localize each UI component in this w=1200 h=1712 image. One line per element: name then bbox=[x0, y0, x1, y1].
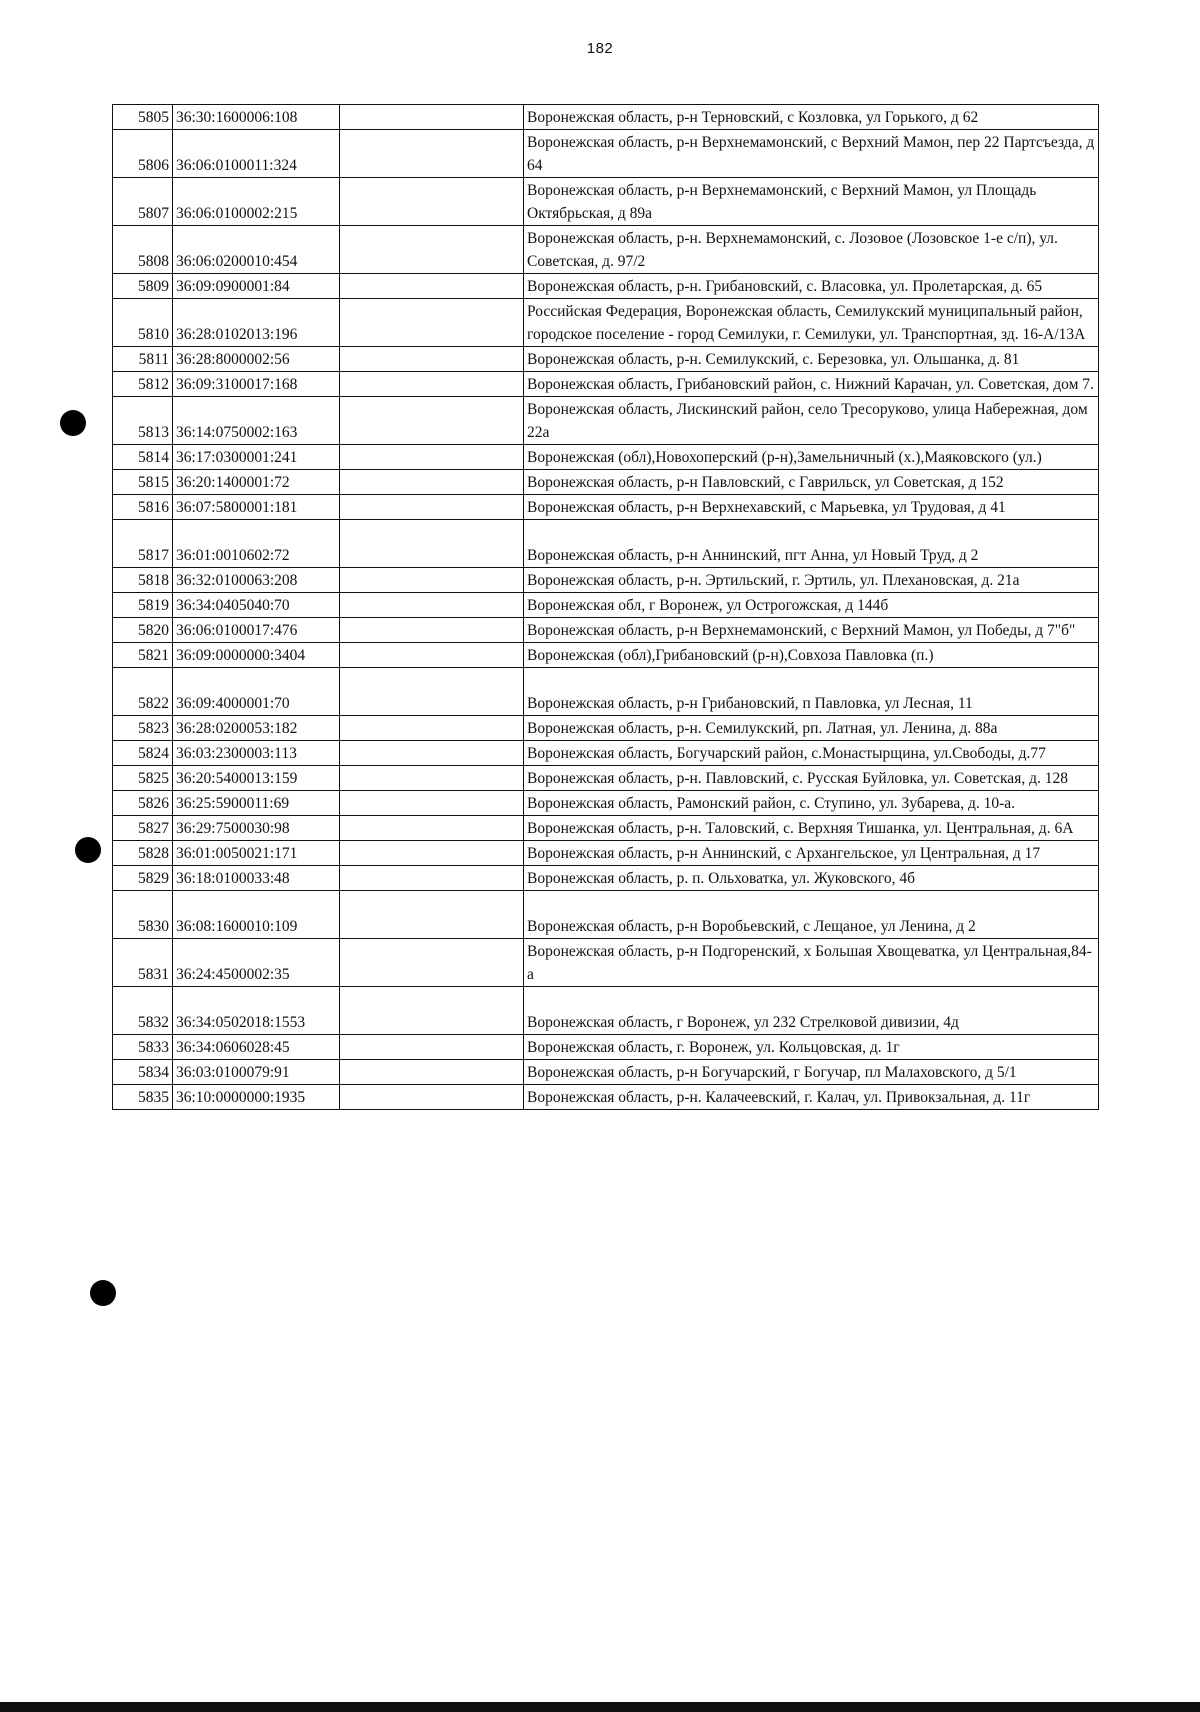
row-number-cell: 5833 bbox=[113, 1035, 173, 1060]
cadastral-number-cell: 36:06:0200010:454 bbox=[173, 226, 340, 274]
row-number-cell: 5812 bbox=[113, 372, 173, 397]
row-number-cell: 5823 bbox=[113, 716, 173, 741]
address-cell: Воронежская область, Рамонский район, с. Ступино, ул. Зубарева, д. 10-а. bbox=[524, 791, 1099, 816]
row-number-cell: 5829 bbox=[113, 866, 173, 891]
cadastral-number-cell: 36:09:0000000:3404 bbox=[173, 643, 340, 668]
address-cell: Воронежская область, Лискинский район, село Тресоруково, улица Набережная, дом 22а bbox=[524, 397, 1099, 445]
page-number: 182 bbox=[586, 40, 614, 57]
cadastral-number-cell: 36:06:0100011:324 bbox=[173, 130, 340, 178]
empty-cell bbox=[340, 470, 524, 495]
address-cell: Воронежская область, р-н Аннинский, с Архангельское, ул Центральная, д 17 bbox=[524, 841, 1099, 866]
address-cell: Воронежская (обл),Новохоперский (р-н),Замельничный (х.),Маяковского (ул.) bbox=[524, 445, 1099, 470]
address-cell: Воронежская область, Богучарский район, с.Монастырщина, ул.Свободы, д.77 bbox=[524, 741, 1099, 766]
cadastral-number-cell: 36:10:0000000:1935 bbox=[173, 1085, 340, 1110]
cadastral-number-cell: 36:18:0100033:48 bbox=[173, 866, 340, 891]
cadastral-number-cell: 36:30:1600006:108 bbox=[173, 105, 340, 130]
row-number-cell: 5830 bbox=[113, 891, 173, 939]
scan-edge-bar bbox=[0, 1702, 1200, 1712]
cadastral-number-cell: 36:32:0100063:208 bbox=[173, 568, 340, 593]
table-row bbox=[113, 495, 1099, 520]
row-number-cell: 5815 bbox=[113, 470, 173, 495]
row-number-cell: 5827 bbox=[113, 816, 173, 841]
row-number-cell: 5835 bbox=[113, 1085, 173, 1110]
table-row bbox=[113, 274, 1099, 299]
empty-cell bbox=[340, 987, 524, 1035]
table-row bbox=[113, 1035, 1099, 1060]
row-number-cell: 5819 bbox=[113, 593, 173, 618]
row-number-cell: 5817 bbox=[113, 520, 173, 568]
row-number-cell: 5826 bbox=[113, 791, 173, 816]
empty-cell bbox=[340, 841, 524, 866]
row-number-cell: 5813 bbox=[113, 397, 173, 445]
table-row bbox=[113, 791, 1099, 816]
address-cell: Воронежская область, р-н Аннинский, пгт Анна, ул Новый Труд, д 2 bbox=[524, 520, 1099, 568]
table-row bbox=[113, 105, 1099, 130]
address-cell: Воронежская область, Грибановский район, с. Нижний Карачан, ул. Советская, дом 7. bbox=[524, 372, 1099, 397]
cadastral-number-cell: 36:25:5900011:69 bbox=[173, 791, 340, 816]
row-number-cell: 5816 bbox=[113, 495, 173, 520]
empty-cell bbox=[340, 593, 524, 618]
row-number-cell: 5828 bbox=[113, 841, 173, 866]
address-cell: Воронежская область, р-н Павловский, с Гаврильск, ул Советская, д 152 bbox=[524, 470, 1099, 495]
address-cell: Воронежская область, р-н Богучарский, г Богучар, пл Малаховского, д 5/1 bbox=[524, 1060, 1099, 1085]
empty-cell bbox=[340, 1085, 524, 1110]
empty-cell bbox=[340, 668, 524, 716]
table-row bbox=[113, 299, 1099, 347]
row-number-cell: 5807 bbox=[113, 178, 173, 226]
empty-cell bbox=[340, 618, 524, 643]
address-cell: Воронежская область, р-н. Калачеевский, г. Калач, ул. Привокзальная, д. 11г bbox=[524, 1085, 1099, 1110]
row-number-cell: 5822 bbox=[113, 668, 173, 716]
row-number-cell: 5811 bbox=[113, 347, 173, 372]
address-cell: Воронежская область, р-н. Семилукский, рп. Латная, ул. Ленина, д. 88а bbox=[524, 716, 1099, 741]
cadastral-number-cell: 36:07:5800001:181 bbox=[173, 495, 340, 520]
table-row bbox=[113, 593, 1099, 618]
row-number-cell: 5810 bbox=[113, 299, 173, 347]
cadastral-number-cell: 36:34:0606028:45 bbox=[173, 1035, 340, 1060]
table-row bbox=[113, 520, 1099, 568]
empty-cell bbox=[340, 1060, 524, 1085]
address-cell: Воронежская область, р-н Верхнемамонский, с Верхний Мамон, ул Площадь Октябрьская, д 89а bbox=[524, 178, 1099, 226]
address-cell: Воронежская область, г. Воронеж, ул. Кольцовская, д. 1г bbox=[524, 1035, 1099, 1060]
table-row bbox=[113, 891, 1099, 939]
empty-cell bbox=[340, 178, 524, 226]
table-row bbox=[113, 347, 1099, 372]
empty-cell bbox=[340, 891, 524, 939]
table-row bbox=[113, 130, 1099, 178]
cadastral-number-cell: 36:29:7500030:98 bbox=[173, 816, 340, 841]
cadastral-number-cell: 36:24:4500002:35 bbox=[173, 939, 340, 987]
address-cell: Воронежская область, р-н Подгоренский, х Большая Хвощеватка, ул Центральная,84-а bbox=[524, 939, 1099, 987]
empty-cell bbox=[340, 520, 524, 568]
cadastral-number-cell: 36:28:8000002:56 bbox=[173, 347, 340, 372]
table-row bbox=[113, 470, 1099, 495]
empty-cell bbox=[340, 866, 524, 891]
hole-punch-mark bbox=[90, 1280, 116, 1306]
cadastral-number-cell: 36:01:0050021:171 bbox=[173, 841, 340, 866]
row-number-cell: 5814 bbox=[113, 445, 173, 470]
table-row bbox=[113, 568, 1099, 593]
cadastral-number-cell: 36:03:2300003:113 bbox=[173, 741, 340, 766]
table-row bbox=[113, 643, 1099, 668]
cadastral-number-cell: 36:09:3100017:168 bbox=[173, 372, 340, 397]
empty-cell bbox=[340, 643, 524, 668]
row-number-cell: 5824 bbox=[113, 741, 173, 766]
cadastral-number-cell: 36:08:1600010:109 bbox=[173, 891, 340, 939]
empty-cell bbox=[340, 568, 524, 593]
empty-cell bbox=[340, 105, 524, 130]
table-row bbox=[113, 816, 1099, 841]
property-registry-table bbox=[112, 104, 1099, 1110]
table-row bbox=[113, 741, 1099, 766]
table-row bbox=[113, 866, 1099, 891]
empty-cell bbox=[340, 299, 524, 347]
empty-cell bbox=[340, 372, 524, 397]
row-number-cell: 5834 bbox=[113, 1060, 173, 1085]
table-row bbox=[113, 397, 1099, 445]
empty-cell bbox=[340, 741, 524, 766]
cadastral-number-cell: 36:28:0200053:182 bbox=[173, 716, 340, 741]
cadastral-number-cell: 36:06:0100017:476 bbox=[173, 618, 340, 643]
table-row bbox=[113, 178, 1099, 226]
row-number-cell: 5806 bbox=[113, 130, 173, 178]
address-cell: Воронежская область, р-н Воробьевский, с Лещаное, ул Ленина, д 2 bbox=[524, 891, 1099, 939]
empty-cell bbox=[340, 397, 524, 445]
empty-cell bbox=[340, 816, 524, 841]
cadastral-number-cell: 36:03:0100079:91 bbox=[173, 1060, 340, 1085]
address-cell: Воронежская область, р-н Грибановский, п Павловка, ул Лесная, 11 bbox=[524, 668, 1099, 716]
empty-cell bbox=[340, 130, 524, 178]
empty-cell bbox=[340, 445, 524, 470]
cadastral-number-cell: 36:20:1400001:72 bbox=[173, 470, 340, 495]
table-row bbox=[113, 226, 1099, 274]
empty-cell bbox=[340, 766, 524, 791]
table-row bbox=[113, 939, 1099, 987]
empty-cell bbox=[340, 274, 524, 299]
hole-punch-mark bbox=[60, 410, 86, 436]
row-number-cell: 5825 bbox=[113, 766, 173, 791]
address-cell: Воронежская область, р-н Верхнемамонский, с Верхний Мамон, пер 22 Партсъезда, д 64 bbox=[524, 130, 1099, 178]
address-cell: Воронежская область, р-н. Грибановский, с. Власовка, ул. Пролетарская, д. 65 bbox=[524, 274, 1099, 299]
address-cell: Воронежская область, р-н Верхнемамонский, с Верхний Мамон, ул Победы, д 7"б" bbox=[524, 618, 1099, 643]
cadastral-number-cell: 36:06:0100002:215 bbox=[173, 178, 340, 226]
address-cell: Воронежская область, р-н. Верхнемамонский, с. Лозовое (Лозовское 1-е с/п), ул. Советская, д. 97/2 bbox=[524, 226, 1099, 274]
cadastral-number-cell: 36:34:0405040:70 bbox=[173, 593, 340, 618]
row-number-cell: 5805 bbox=[113, 105, 173, 130]
cadastral-number-cell: 36:20:5400013:159 bbox=[173, 766, 340, 791]
cadastral-number-cell: 36:09:0900001:84 bbox=[173, 274, 340, 299]
row-number-cell: 5820 bbox=[113, 618, 173, 643]
row-number-cell: 5821 bbox=[113, 643, 173, 668]
cadastral-number-cell: 36:34:0502018:1553 bbox=[173, 987, 340, 1035]
empty-cell bbox=[340, 939, 524, 987]
address-cell: Воронежская область, р-н Верхнехавский, с Марьевка, ул Трудовая, д 41 bbox=[524, 495, 1099, 520]
table-row bbox=[113, 668, 1099, 716]
empty-cell bbox=[340, 791, 524, 816]
address-cell: Воронежская область, р-н. Эртильский, г. Эртиль, ул. Плехановская, д. 21а bbox=[524, 568, 1099, 593]
address-cell: Воронежская область, р-н. Семилукский, с. Березовка, ул. Ольшанка, д. 81 bbox=[524, 347, 1099, 372]
address-cell: Воронежская (обл),Грибановский (р-н),Совхоза Павловка (п.) bbox=[524, 643, 1099, 668]
table-row bbox=[113, 372, 1099, 397]
row-number-cell: 5832 bbox=[113, 987, 173, 1035]
empty-cell bbox=[340, 716, 524, 741]
row-number-cell: 5809 bbox=[113, 274, 173, 299]
cadastral-number-cell: 36:17:0300001:241 bbox=[173, 445, 340, 470]
table-row bbox=[113, 987, 1099, 1035]
address-cell: Воронежская область, р-н. Павловский, с. Русская Буйловка, ул. Советская, д. 128 bbox=[524, 766, 1099, 791]
address-cell: Воронежская обл, г Воронеж, ул Острогожская, д 144б bbox=[524, 593, 1099, 618]
table-row bbox=[113, 1060, 1099, 1085]
address-cell: Российская Федерация, Воронежская область, Семилукский муниципальный район, городское поселение - город Семилуки, г. Семилуки, ул. Транспортная, зд. 16-А/13А bbox=[524, 299, 1099, 347]
cadastral-number-cell: 36:28:0102013:196 bbox=[173, 299, 340, 347]
table-row bbox=[113, 766, 1099, 791]
empty-cell bbox=[340, 226, 524, 274]
cadastral-number-cell: 36:09:4000001:70 bbox=[173, 668, 340, 716]
row-number-cell: 5808 bbox=[113, 226, 173, 274]
address-cell: Воронежская область, р-н Терновский, с Козловка, ул Горького, д 62 bbox=[524, 105, 1099, 130]
table-row bbox=[113, 716, 1099, 741]
row-number-cell: 5818 bbox=[113, 568, 173, 593]
address-cell: Воронежская область, р-н. Таловский, с. Верхняя Тишанка, ул. Центральная, д. 6А bbox=[524, 816, 1099, 841]
cadastral-number-cell: 36:14:0750002:163 bbox=[173, 397, 340, 445]
address-cell: Воронежская область, г Воронеж, ул 232 Стрелковой дивизии, 4д bbox=[524, 987, 1099, 1035]
cadastral-number-cell: 36:01:0010602:72 bbox=[173, 520, 340, 568]
empty-cell bbox=[340, 347, 524, 372]
table-row bbox=[113, 445, 1099, 470]
address-cell: Воронежская область, р. п. Ольховатка, ул. Жуковского, 4б bbox=[524, 866, 1099, 891]
row-number-cell: 5831 bbox=[113, 939, 173, 987]
table-row bbox=[113, 1085, 1099, 1110]
table-row bbox=[113, 618, 1099, 643]
registry-table-body bbox=[113, 105, 1099, 1110]
empty-cell bbox=[340, 1035, 524, 1060]
hole-punch-mark bbox=[75, 837, 101, 863]
table-row bbox=[113, 841, 1099, 866]
empty-cell bbox=[340, 495, 524, 520]
